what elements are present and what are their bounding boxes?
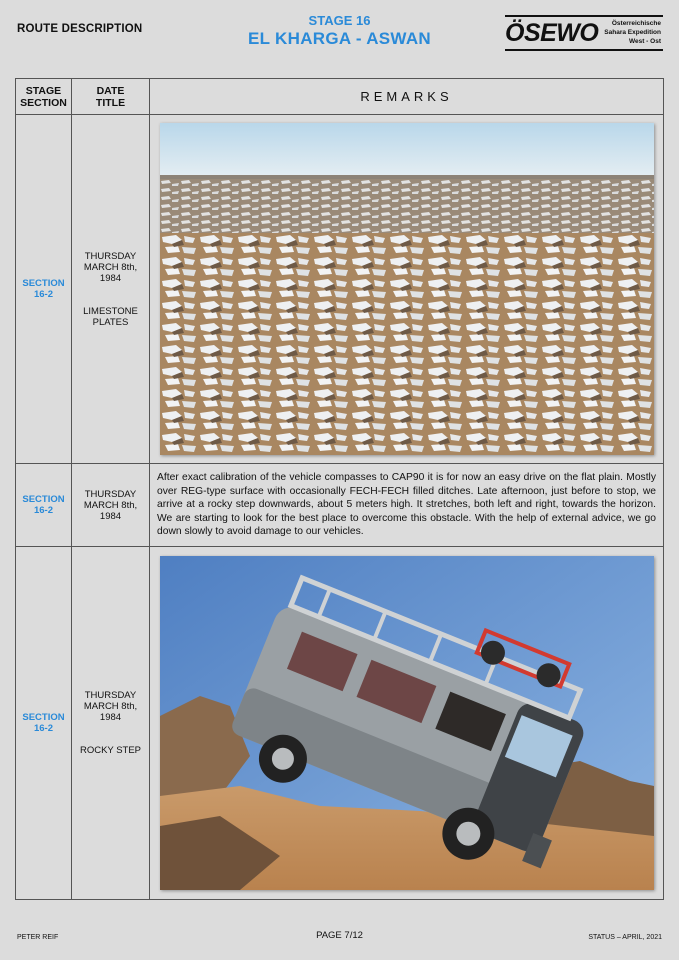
column-header-stage-line2: SECTION [20, 96, 67, 109]
remarks-text: After exact calibration of the vehicle compasses to CAP90 it is for now an easy drive on the flat plain. Mostly over REG-type surface with occasionally FECH-FECH filled ditches. Late afternoon, just before to stop, we arrive at a rocky step downwards, about 5 meters high. It stretches, both left and right, towards the horizon. We are starting to look for the best place to overcome this obstacle. With the help of external advice, we go down slowly to avoid damage to our vehicles. [150, 464, 664, 547]
section-number: 16-2 [33, 723, 53, 734]
title-line1: ROCKY STEP [79, 745, 142, 756]
logo-rule-top [505, 15, 663, 17]
section-number: 16-2 [33, 505, 53, 516]
date-day: MARCH 8th, [83, 701, 138, 712]
column-header-stage-line1: STAGE [25, 84, 62, 97]
rocky-step-image [160, 556, 654, 890]
osewo-logo [505, 15, 663, 51]
date-weekday: THURSDAY [84, 250, 137, 262]
stage-number: STAGE 16 [308, 13, 371, 28]
section-label: SECTION [22, 278, 65, 289]
rocky-step-photo [160, 556, 654, 890]
date-title-cell [72, 464, 150, 547]
date-day: MARCH 8th, [83, 499, 138, 511]
date-weekday: THURSDAY [84, 488, 137, 500]
stage-section-cell [16, 464, 72, 547]
footer-author: PETER REIF [17, 934, 59, 941]
section-label: SECTION [22, 494, 65, 505]
section-label: SECTION [22, 712, 65, 723]
title-line2: PLATES [92, 316, 129, 328]
date-title-cell [72, 115, 150, 464]
column-header-remarks: REMARKS [150, 79, 664, 115]
table-row [16, 547, 664, 900]
limestone-plates-photo [160, 123, 654, 455]
logo-wordmark: ÖSEWO [505, 19, 599, 47]
date-year: 1984 [99, 712, 122, 723]
logo-tagline-line2: Sahara Expedition [604, 29, 661, 36]
footer-page-number: PAGE 7/12 [316, 930, 363, 941]
title-line1: LIMESTONE [83, 305, 138, 317]
stage-title: EL KHARGA - ASWAN [248, 29, 431, 48]
logo-tagline-line1: Österreichische [611, 20, 661, 27]
logo-rule-bottom [505, 49, 663, 51]
date-day: MARCH 8th, [83, 261, 138, 273]
column-header-date-line2: TITLE [95, 96, 126, 109]
table-header-row [16, 79, 664, 115]
remarks-photo-cell [150, 547, 664, 900]
date-weekday: THURSDAY [84, 690, 137, 701]
logo-tagline [604, 19, 661, 46]
date-year: 1984 [99, 272, 122, 284]
stage-section-cell [16, 547, 72, 900]
document-type-label: ROUTE DESCRIPTION [17, 23, 143, 35]
date-year: 1984 [99, 510, 122, 522]
limestone-plates-image [160, 123, 654, 455]
remarks-photo-cell [150, 115, 664, 464]
section-number: 16-2 [33, 289, 53, 300]
table-row [16, 464, 664, 547]
table-row [16, 115, 664, 464]
footer-status: STATUS – APRIL, 2021 [588, 934, 662, 941]
logo-tagline-line3: West - Ost [628, 38, 661, 45]
route-table [15, 78, 664, 900]
column-header-date [72, 79, 150, 115]
date-title-cell [72, 547, 150, 900]
column-header-date-line1: DATE [96, 84, 125, 97]
stage-section-cell [16, 115, 72, 464]
column-header-stage [16, 79, 72, 115]
